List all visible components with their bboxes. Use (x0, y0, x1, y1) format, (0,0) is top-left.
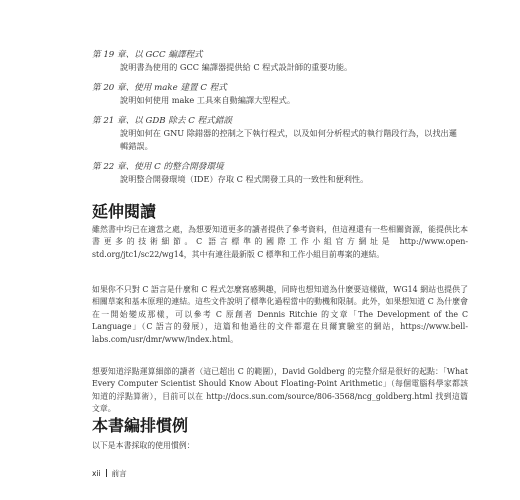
chapter-title: 第 20 章、使用 make 建置 C 程式 (92, 83, 227, 93)
paragraph: 想要知道浮點運算細節的讀者（這已超出 C 的範圍），David Goldberg 的完整介紹是很好的起點：「What Every Computer Scientist Should Know About Floating-Point Arithmetic」（每個電腦科學家都該知道的浮點算術），目前可以在 http://docs.sun.com/source/806-3568/ncg_goldberg.html 找到這篇文章。 (92, 367, 468, 414)
footer-label: 前言 (111, 469, 127, 478)
page-number: xii (92, 469, 101, 478)
paragraph: 以下是本書採取的使用慣例： (92, 441, 195, 450)
chapter-title: 第 19 章、以 GCC 編譯程式 (92, 50, 203, 60)
chapter-title: 第 21 章、以 GDB 除去 C 程式錯誤 (92, 116, 232, 126)
chapter-description: 說明如何在 GNU 除錯器的控制之下執行程式，以及如何分析程式的執行階段行為，以找出邏輯錯誤。 (120, 128, 457, 151)
section-heading-conventions: 本書編排慣例 (92, 416, 189, 435)
paragraph: 如果你不只對 C 語言是什麼和 C 程式怎麼寫感興趣，同時也想知道為什麼要這樣做，WG14 網站也提供了相關草案和基本原理的連結。這些文件說明了標準化過程當中的動機和限制。此外，如果想知道 C 為什麼會在一開始變成那樣，可以參考 C 原創者 Dennis Ritchie 的文章「The Development of the C Language」（C 語言的發展），這篇和他過往的文件都還在貝爾實驗室的網站，https://www.bell-labs.com/usr/dmr/www/index.html。 (92, 285, 468, 344)
footer-divider (106, 469, 107, 477)
chapter-description: 說明書為使用的 GCC 編譯器提供給 C 程式設計師的重要功能。 (120, 62, 353, 72)
section-heading-further-reading: 延伸閱讀 (92, 202, 157, 221)
chapter-description: 說明整合開發環境（IDE）存取 C 程式開發工具的一致性和便利性。 (120, 174, 369, 184)
chapter-description: 說明如何使用 make 工具來自動編譯大型程式。 (120, 95, 296, 105)
chapter-title: 第 22 章、使用 C 的整合開發環境 (92, 162, 224, 172)
paragraph: 雖然書中均已在適當之處，為想要知道更多的讀者提供了參考資料，但這裡還有一些相關資源，能提供比本書更多的技術細節。C 語言標準的國際工作小組官方網址是 http://www.open-std.org/jtc1/sc22/wg14，其中有連往最新版 C 標準和工作小組目前專案的連結。 (92, 225, 468, 259)
page-footer (92, 468, 127, 479)
